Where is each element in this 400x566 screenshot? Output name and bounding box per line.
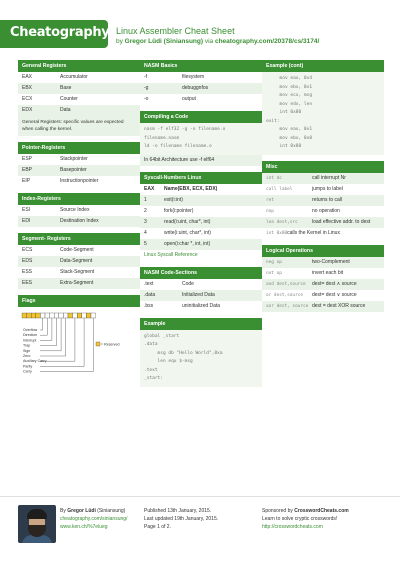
reserved-legend-label: = Reserved [101, 342, 120, 347]
flag-bit-cell [45, 313, 50, 318]
table-row: call label jumps to label [266, 185, 343, 192]
section-note: In 64bit Architecture use -f elf64 [140, 155, 262, 166]
table-row: ESS Stack-Segment [22, 269, 95, 275]
pointer-registers-box [18, 142, 140, 187]
page-header [0, 0, 400, 54]
table-row: -g debuggnfos [140, 83, 262, 94]
flag-leader-line [40, 318, 52, 340]
segment-registers-box [18, 233, 140, 289]
flag-bit-cell [82, 313, 87, 318]
author-avatar[interactable] [18, 505, 56, 543]
table-row: ECS Code-Segment [22, 247, 94, 253]
flags-register-image [18, 307, 140, 423]
footer-sponsor: Sponsored by CrosswordCheats.com Learn to solve cryptic crosswords! http://crosswordcheats.com [262, 507, 392, 531]
flag-label: Direction [23, 333, 38, 338]
flag-label: Interrupt [23, 338, 37, 343]
flag-leader-line [40, 318, 47, 335]
flag-label: Sign [23, 348, 31, 353]
flag-bit-cell [86, 313, 91, 318]
reserved-legend-swatch [96, 342, 100, 346]
logical-operations-box [262, 245, 384, 312]
misc-box [262, 161, 384, 239]
table-row: EES Extra-Segment [18, 278, 140, 289]
flag-label: Auxiliary Carry [23, 359, 47, 364]
table-row: EAX Accumulator [22, 74, 88, 80]
footer-publish-info: Published 13th January, 2015. Last updated 19th January, 2015. Page 1 of 2. [144, 508, 219, 530]
table-row: .bss uninitialized Data [144, 302, 221, 309]
table-row: EDS Data-Segment [18, 256, 140, 267]
table-header-row: EAX Name(EBX, ECX, EDX) [144, 185, 218, 192]
column-1 [18, 60, 140, 429]
table-row: 2 fork(i:pointer) [144, 207, 194, 214]
table-row: ESP Stackpointer [22, 156, 88, 162]
author-link[interactable]: Gregor Lüdi (Siniansung) [124, 38, 204, 45]
compiling-box [140, 111, 262, 166]
section-header: Logical Operations [262, 245, 384, 257]
nasm-sections-box [140, 267, 262, 312]
flag-leader-line [40, 318, 66, 356]
index-registers-box [18, 193, 140, 227]
flag-label: Parity [23, 364, 33, 369]
page-footer [0, 496, 400, 566]
flag-bit-cell [59, 313, 64, 318]
flag-bit-cell [50, 313, 55, 318]
general-registers-box [18, 60, 140, 136]
table-row: or dest,source dest= dest ∨ source [266, 291, 357, 298]
section-note: General Registers: specific values are expected when calling the kernel. [18, 116, 140, 136]
table-row: 1 exit(i:int) [140, 195, 262, 206]
flag-bit-cell [73, 313, 78, 318]
section-header: Example (cont) [262, 60, 384, 72]
sponsor-link[interactable]: CrosswordCheats.com [294, 508, 349, 514]
section-header: Compiling a Code [140, 111, 262, 123]
section-header: Segment- Registers [18, 233, 140, 245]
column-2 [140, 60, 262, 393]
flag-leader-line [40, 318, 84, 366]
table-row: EBP Basepointer [18, 165, 140, 176]
flag-leader-line [40, 318, 43, 330]
flag-bit-cell [63, 313, 68, 318]
table-row: .text Code [144, 280, 194, 287]
flag-leader-line [40, 318, 93, 372]
page-title: Linux Assembler Cheat Sheet [116, 26, 235, 36]
flag-label: Zero [23, 354, 31, 358]
nasm-basics-box [140, 60, 262, 105]
flag-leader-line [40, 318, 57, 346]
example-box [140, 318, 262, 387]
flag-label: Carry [23, 369, 32, 374]
flag-bit-cell [77, 313, 82, 318]
table-row: nop no operation [266, 207, 340, 214]
flag-bit-cell [54, 313, 59, 318]
table-row: ECX Counter [22, 96, 78, 102]
flag-bit-cell [40, 313, 45, 318]
table-row: 3 read(i:uint, char*, int) [140, 217, 262, 228]
table-row: EBX Base [18, 83, 140, 94]
code-block: mov eax, 0x4 mov ebx, 0x1 mov ecx, msg mov edx, len int 0x80 exit: mov eax, 0x1 mov ebx, 0x0 int 0x80 [262, 72, 384, 155]
section-header: NASM Code-Sections [140, 267, 262, 279]
sheet-url-link[interactable]: cheatography.com/20378/cs/3174/ [214, 38, 320, 45]
flags-diagram [18, 307, 140, 423]
flag-bit-cell [68, 313, 73, 318]
page-subtitle: by Gregor Lüdi (Siniansung) via cheatography.com/20378/cs/3174/ [116, 38, 320, 45]
flag-leader-line [40, 318, 61, 351]
table-row: -f filesystem [144, 74, 205, 80]
table-row: and dest,source dest= dest ∧ source [262, 279, 384, 290]
section-header: Flags [18, 295, 140, 307]
author-profile-link[interactable]: cheatography.com/siniansung/ [60, 516, 128, 522]
syscall-reference-link[interactable]: Linux Syscall Reference [144, 251, 198, 258]
author-website-link[interactable]: www.ken.ch/%7elueg [60, 524, 108, 530]
cheatography-logo[interactable]: Cheatography [0, 20, 108, 48]
table-row: EDI Destination Index [18, 216, 140, 227]
example-cont-box [262, 60, 384, 155]
section-note: int 0x80 calls the Kernel in Linux [266, 229, 340, 236]
table-row: 5 open(i:char *, int, int) [140, 239, 262, 250]
section-header: NASM Basics [140, 60, 262, 72]
table-row: -o output [144, 96, 196, 102]
table-row: lea dest,src load effective addr. to dest [262, 217, 384, 228]
table-row: int dc call interrupt Nr [262, 173, 384, 184]
table-row: not op invert each bit [266, 269, 344, 276]
section-header: Pointer-Registers [18, 142, 140, 154]
flag-bit-cell [36, 313, 41, 318]
section-header: Index-Registers [18, 193, 140, 205]
flag-bit-cell [91, 313, 96, 318]
flag-bit-cell [27, 313, 32, 318]
section-header: Example [140, 318, 262, 330]
table-row: 4 write(i:uint, char*, int) [144, 229, 211, 236]
column-3 [262, 60, 384, 318]
flag-label: Overflow [23, 328, 38, 332]
section-header: General Registers [18, 60, 140, 72]
code-block: global _start .data msg db "Hello World",0xa len equ $-msg .text _start: [140, 330, 262, 387]
table-row: ESI Source Index [22, 207, 90, 213]
table-row: neg op two-Complement [262, 257, 384, 268]
flags-box [18, 295, 140, 423]
sponsor-url-link[interactable]: http://crosswordcheats.com [262, 524, 323, 530]
flag-label: Trap [23, 343, 31, 348]
section-header: Syscall-Numbers Linux [140, 172, 262, 184]
table-row: EIP Instructionpointer [22, 178, 99, 184]
table-row: .data Initialized Data [140, 290, 262, 301]
syscall-box [140, 172, 262, 261]
flag-bit-cell [31, 313, 36, 318]
section-header: Misc [262, 161, 384, 173]
footer-author: By Gregor Lüdi (Siniansung) cheatography.com/siniansung/ www.ken.ch/%7elueg [60, 507, 142, 531]
table-row: EDX Data [18, 105, 140, 116]
flag-leader-line [40, 318, 75, 361]
table-row: ret returns to call [262, 195, 384, 206]
code-block: nasm -f elf32 -g -o filename.o filename.nasm ld -o filename filename.o [140, 123, 262, 155]
table-row: xor dest, source dest = dest XOR source [262, 301, 384, 312]
flag-bit-cell [22, 313, 27, 318]
